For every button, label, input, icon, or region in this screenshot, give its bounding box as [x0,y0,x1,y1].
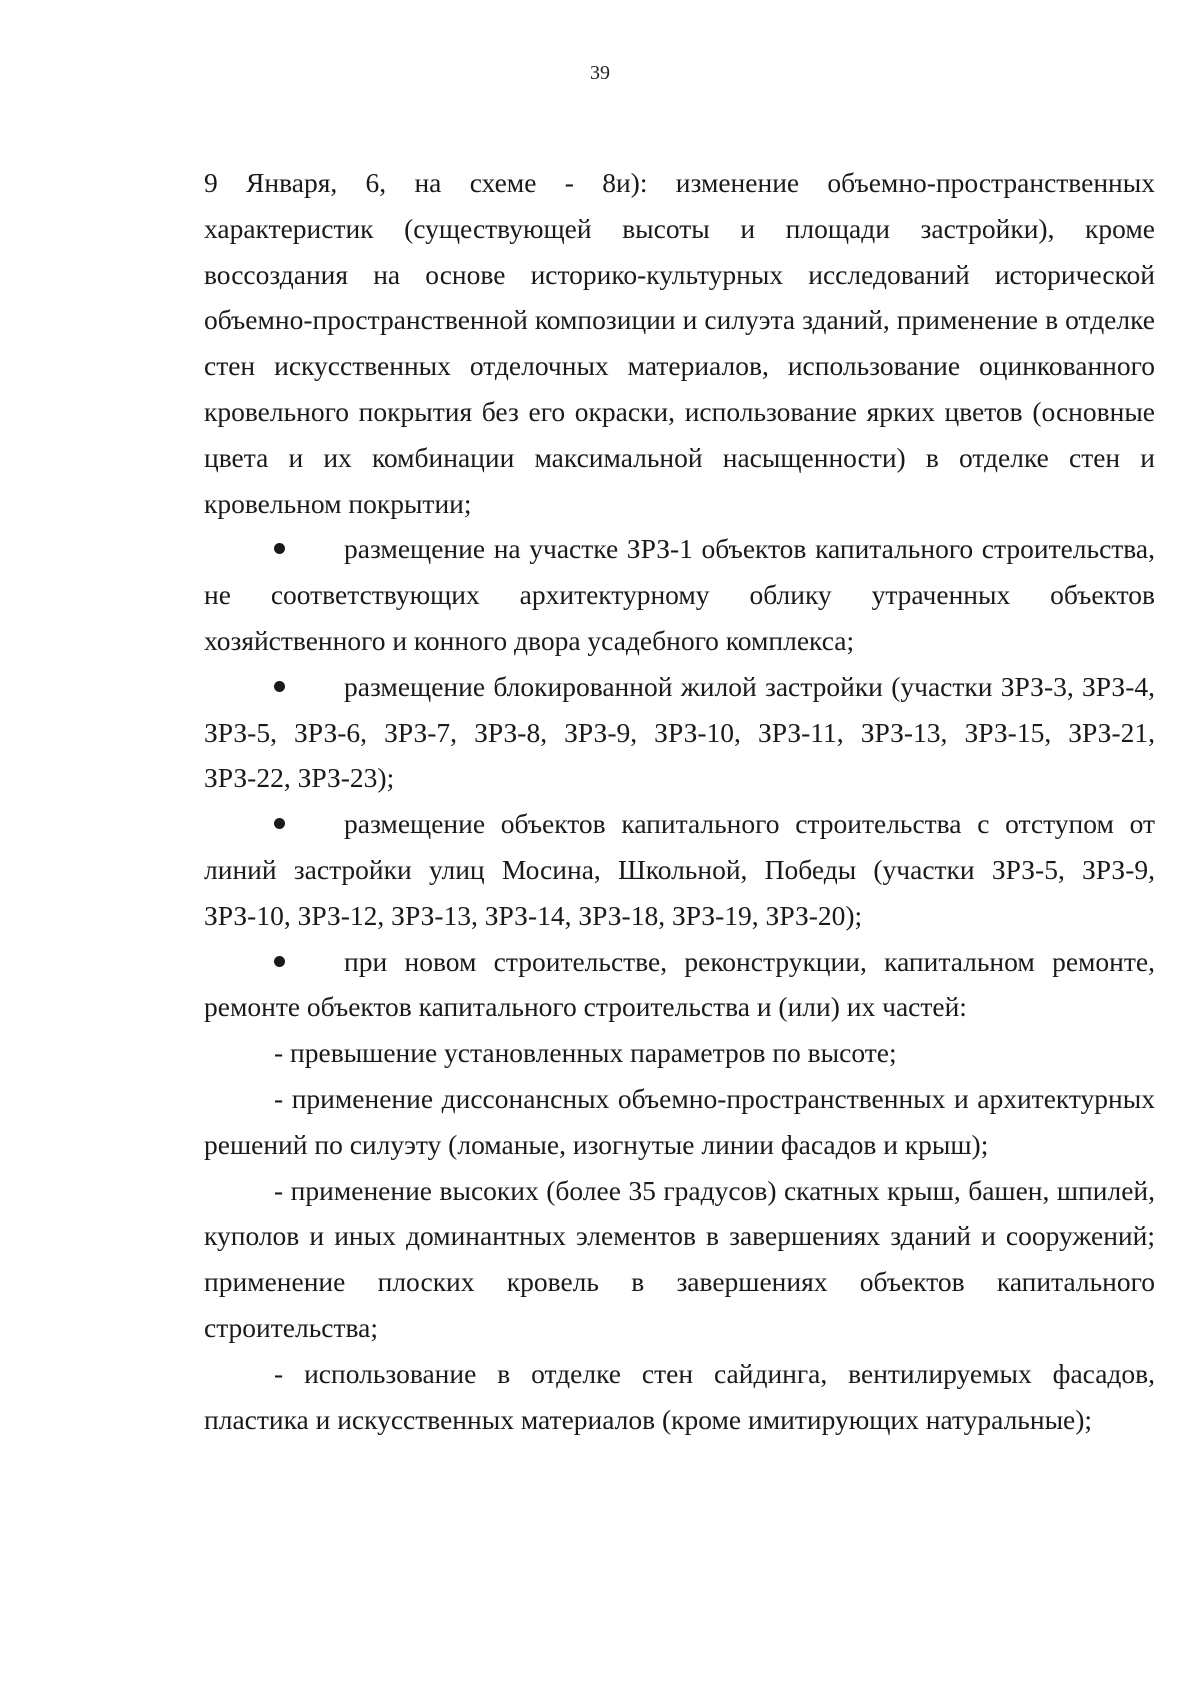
document-body [204,160,1155,1442]
dash-item: - применение высоких (более 35 градусов) скатных крыш, башен, шпилей, куполов и иных доминантных элементов в завершениях зданий и сооружений; применение плоских кровель в завершениях объектов капитального строительства; [204,1174,1155,1343]
dash-item: - использование в отделке стен сайдинга, вентилируемых фасадов, пластика и искусственных материалов (кроме имитирующих натуральные); [204,1357,1155,1435]
bullet-item [204,939,1155,1031]
dash-item: - превышение установленных параметров по высоте; [274,1037,897,1069]
bullet-item [204,526,1155,663]
bullet-item-text: размещение блокированной жилой застройки (участки ЗРЗ-3, ЗРЗ-4, ЗРЗ-5, ЗРЗ-6, ЗРЗ-7, ЗРЗ-8, ЗРЗ-9, ЗРЗ-10, ЗРЗ-11, ЗРЗ-13, ЗРЗ-15, ЗРЗ-21, ЗРЗ-22, ЗРЗ-23); [204,670,1155,794]
page-number: 39 [590,62,610,84]
bullet-item-text: размещение объектов капитального строительства с отступом от линий застройки улиц Мосина, Школьной, Победы (участки ЗРЗ-5, ЗРЗ-9, ЗРЗ-10, ЗРЗ-12, ЗРЗ-13, ЗРЗ-14, ЗРЗ-18, ЗРЗ-19, ЗРЗ-20); [204,808,1155,931]
bullet-item-text: при новом строительстве, реконструкции, капитальном ремонте, ремонте объектов капитального строительства и (или) их частей: [204,945,1155,1023]
bullet-item [204,664,1155,801]
bullet-item [204,801,1155,938]
paragraph-intro: 9 Января, 6, на схеме - 8и): изменение объемно-пространственных характеристик (существующей высоты и площади застройки), кроме воссоздания на основе историко-культурных исследований исторической объемно-пространственной композиции и силуэта зданий, применение в отделке стен искусственных отделочных материалов, использование оцинкованного кровельного покрытия без его окраски, использование ярких цветов (основные цвета и их комбинации максимальной насыщенности) в отделке стен и кровельном покрытии; [204,167,1155,519]
dash-item: - применение диссонансных объемно-пространственных и архитектурных решений по силуэту (ломаные, изогнутые линии фасадов и крыш); [204,1082,1155,1160]
bullet-item-text: размещение на участке ЗРЗ-1 объектов капитального строительства, не соответствующих архитектурному облику утраченных объектов хозяйственного и конного двора усадебного комплекса; [204,533,1155,656]
